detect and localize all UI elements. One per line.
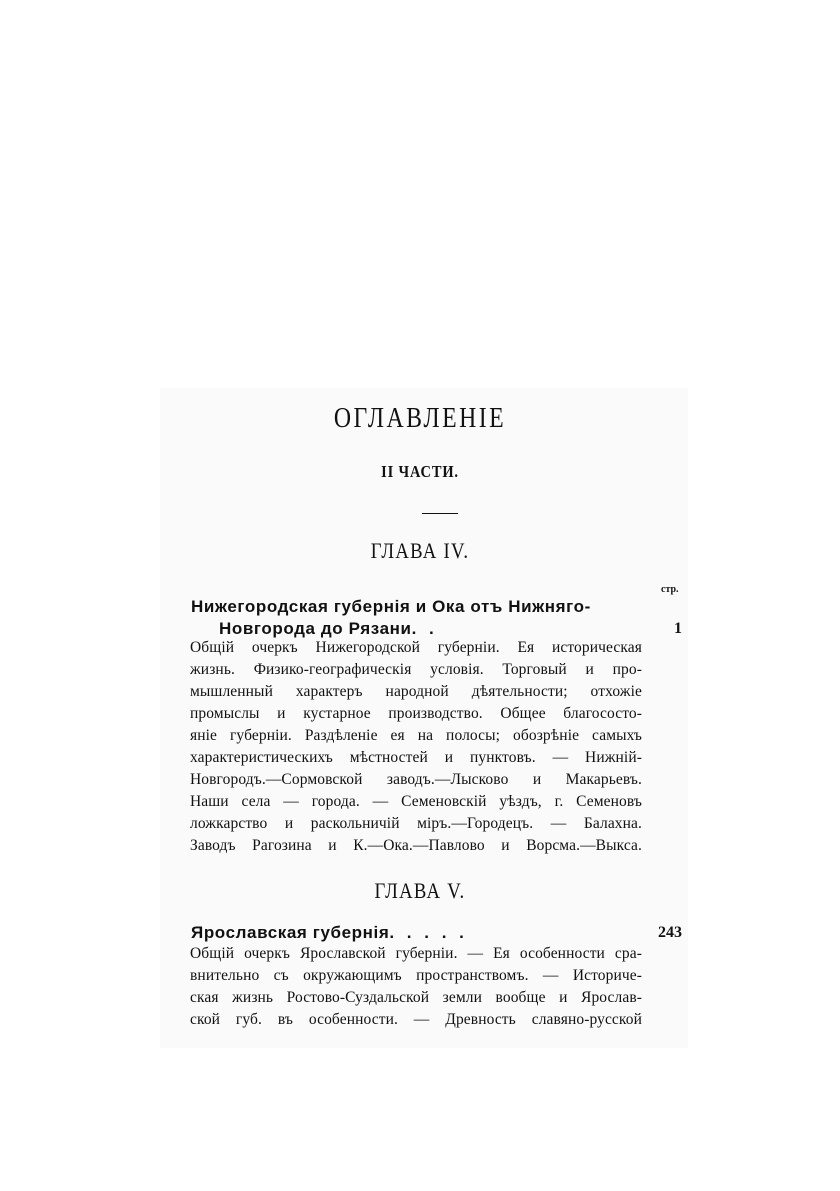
chapter-4-leader-dots: . .: [411, 619, 438, 638]
chapter-4-line: яніе губерніи. Раздѣленіе ея на полосы; обозрѣніе самыхъ: [190, 727, 642, 744]
chapter-4-heading: ГЛАВА IV.: [370, 538, 470, 563]
chapter-4-section-title-line2: [219, 619, 438, 639]
chapter-5-section-title-text: Ярославская губернія: [191, 923, 390, 942]
chapter-4-section-title-text: Новгорода до Рязани: [219, 619, 412, 638]
chapter-4-line: Заводъ Рагозина и К.—Ока.—Павлово и Ворсма.—Выкса.: [190, 837, 642, 854]
page-column-label: стр.: [661, 584, 679, 595]
toc-title: ОГЛАВЛЕНІЕ: [333, 402, 507, 434]
chapter-4-line: жизнь. Физико-географическія условія. Торговый и про-: [190, 661, 642, 678]
toc-subtitle: II ЧАСТИ.: [381, 462, 459, 481]
chapter-5-line: ская жизнь Ростово-Суздальской земли вообще и Ярослав-: [190, 989, 642, 1006]
divider-rule: [422, 513, 458, 514]
chapter-4-line: Наши села — города. — Семеновскій уѣздъ, г. Семеновъ: [190, 793, 642, 810]
chapter-5-line: Общій очеркъ Ярославской губерніи. — Ея особенности сра-: [190, 945, 642, 962]
chapter-4-line: характеристическихъ мѣстностей и пунктовъ. — Нижній-: [190, 749, 642, 766]
chapter-5-page-number: 243: [658, 924, 682, 941]
chapter-5-section-title: [191, 923, 468, 943]
chapter-4-line: промыслы и кустарное производство. Общее благососто-: [190, 705, 642, 722]
chapter-4-line: ложкарство и раскольничій міръ.—Городецъ. — Балахна.: [190, 815, 642, 832]
chapter-5-leader-dots: . . . . .: [389, 923, 468, 942]
chapter-5-line: внительно съ окружающимъ пространствомъ. — Историче-: [190, 967, 642, 984]
chapter-4-line: Новгородъ.—Сормовской заводъ.—Лысково и Макарьевъ.: [190, 771, 642, 788]
chapter-5-heading: ГЛАВА V.: [374, 878, 466, 903]
chapter-5-line: ской губ. въ особенности. — Древность славяно-русской: [190, 1011, 642, 1028]
chapter-4-page-number: 1: [674, 620, 682, 637]
chapter-4-line: мышленный характеръ народной дѣятельности; отхожіе: [190, 683, 642, 700]
chapter-4-section-title-line1: Нижегородская губернія и Ока отъ Нижняго-: [191, 597, 591, 616]
chapter-4-line: Общій очеркъ Нижегородской губерніи. Ея историческая: [190, 639, 642, 656]
